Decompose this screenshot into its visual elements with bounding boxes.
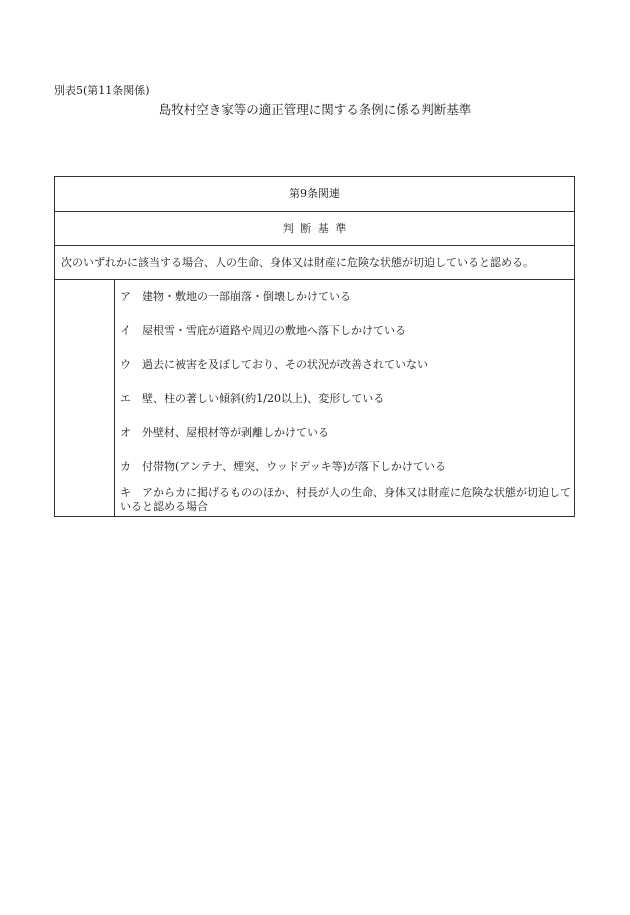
item-marker: オ xyxy=(120,426,131,439)
article-row: 第9条関連 xyxy=(55,177,574,212)
item-marker: キ xyxy=(120,486,131,499)
criteria-heading-row: 判断基準 xyxy=(55,212,574,246)
criteria-item-u xyxy=(120,358,574,372)
criteria-item-ki xyxy=(120,486,574,514)
item-text: 過去に被害を及ぼしており、その状況が改善されていない xyxy=(142,358,428,371)
appendix-label: 別表5(第11条関係) xyxy=(54,84,150,97)
item-marker: ア xyxy=(120,290,131,303)
item-text: 壁、柱の著しい傾斜(約1/20以上)、変形している xyxy=(142,392,385,405)
criteria-item-a xyxy=(120,290,574,304)
criteria-item-ka xyxy=(120,460,574,474)
item-marker: エ xyxy=(120,392,131,405)
item-marker: ウ xyxy=(120,358,131,371)
criteria-items-list xyxy=(115,280,574,516)
item-text: 付帯物(アンテナ、煙突、ウッドデッキ等)が落下しかけている xyxy=(142,460,446,473)
criteria-item-o xyxy=(120,426,574,440)
condition-row: 次のいずれかに該当する場合、人の生命、身体又は財産に危険な状態が切迫していると認める。 xyxy=(55,246,574,280)
item-text: 建物・敷地の一部崩落・倒壊しかけている xyxy=(142,290,351,303)
criteria-item-e xyxy=(120,392,574,406)
criteria-item-i xyxy=(120,324,574,338)
item-marker: イ xyxy=(120,324,131,337)
blank-cell xyxy=(55,280,115,516)
item-text: アからカに掲げるもののほか、村長が人の生命、身体又は財産に危険な状態が切迫していると認める場合 xyxy=(120,486,571,513)
document-title: 島牧村空き家等の適正管理に関する条例に係る判断基準 xyxy=(158,102,472,117)
criteria-table xyxy=(54,176,575,517)
criteria-items-row xyxy=(55,280,574,516)
item-text: 外壁材、屋根材等が剥離しかけている xyxy=(142,426,329,439)
item-text: 屋根雪・雪庇が道路や周辺の敷地へ落下しかけている xyxy=(142,324,406,337)
item-marker: カ xyxy=(120,460,131,473)
